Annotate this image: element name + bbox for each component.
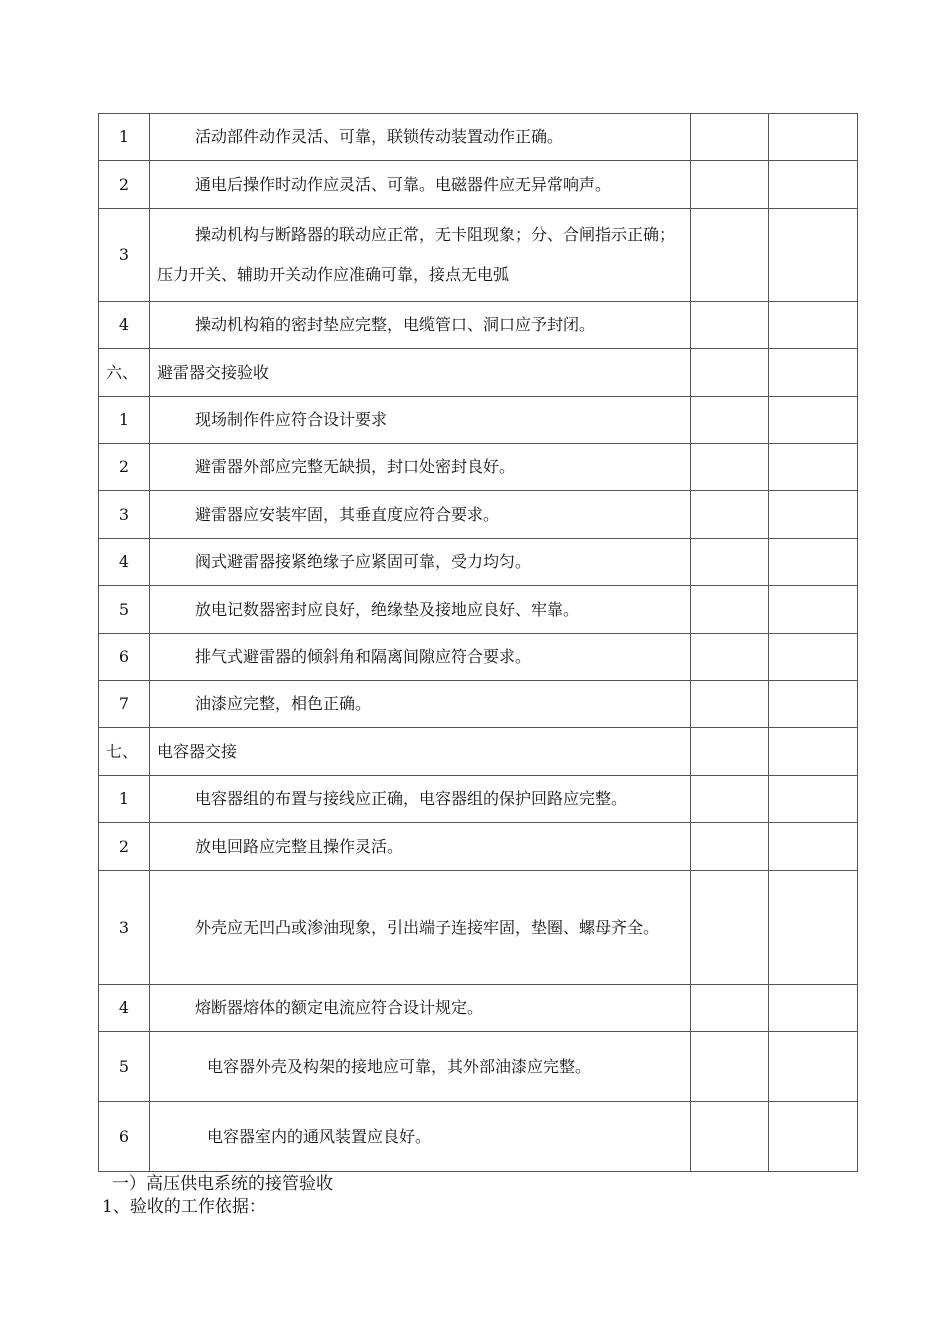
row-text: 排气式避雷器的倾斜角和隔离间隙应符合要求。 — [150, 634, 691, 681]
row-number: 4 — [99, 985, 150, 1032]
row-number: 2 — [99, 444, 150, 491]
table-row — [99, 444, 858, 491]
check-cell — [691, 209, 769, 302]
row-text: 操动机构与断路器的联动应正常，无卡阻现象；分、合闸指示正确；压力开关、辅助开关动作应准确可靠，接点无电弧 — [150, 209, 691, 302]
section-title: 避雷器交接验收 — [150, 349, 691, 397]
remark-cell — [769, 114, 858, 161]
table-row — [99, 491, 858, 539]
remark-cell — [769, 985, 858, 1032]
table-row — [99, 776, 858, 823]
check-cell — [691, 776, 769, 823]
table-row — [99, 1102, 858, 1172]
table-row — [99, 1032, 858, 1102]
remark-cell — [769, 1032, 858, 1102]
check-cell — [691, 985, 769, 1032]
row-text: 现场制作件应符合设计要求 — [150, 397, 691, 444]
row-number: 2 — [99, 161, 150, 209]
check-cell — [691, 161, 769, 209]
remark-cell — [769, 728, 858, 776]
row-text: 放电记数器密封应良好，绝缘垫及接地应良好、牢靠。 — [150, 586, 691, 634]
table-row — [99, 302, 858, 349]
table-row — [99, 161, 858, 209]
check-cell — [691, 444, 769, 491]
section-title: 电容器交接 — [150, 728, 691, 776]
check-cell — [691, 539, 769, 586]
remark-cell — [769, 161, 858, 209]
table-row — [99, 539, 858, 586]
subsection-heading: 1、验收的工作依据： — [102, 1197, 266, 1217]
check-cell — [691, 634, 769, 681]
check-cell — [691, 302, 769, 349]
row-number: 3 — [99, 209, 150, 302]
row-text: 放电回路应完整且操作灵活。 — [150, 823, 691, 871]
remark-cell — [769, 634, 858, 681]
row-number: 4 — [99, 539, 150, 586]
check-cell — [691, 681, 769, 728]
table-row — [99, 114, 858, 161]
remark-cell — [769, 349, 858, 397]
row-text: 活动部件动作灵活、可靠，联锁传动装置动作正确。 — [150, 114, 691, 161]
row-number: 1 — [99, 397, 150, 444]
table-row — [99, 871, 858, 985]
check-cell — [691, 823, 769, 871]
remark-cell — [769, 681, 858, 728]
row-text: 操动机构箱的密封垫应完整，电缆管口、洞口应予封闭。 — [150, 302, 691, 349]
row-number: 3 — [99, 871, 150, 985]
section-heading: 一）高压供电系统的接管验收 — [112, 1174, 333, 1194]
section-row — [99, 728, 858, 776]
row-number: 6 — [99, 1102, 150, 1172]
row-number: 2 — [99, 823, 150, 871]
row-number: 5 — [99, 1032, 150, 1102]
table-row — [99, 586, 858, 634]
row-text: 电容器组的布置与接线应正确，电容器组的保护回路应完整。 — [150, 776, 691, 823]
check-cell — [691, 491, 769, 539]
row-number: 6 — [99, 634, 150, 681]
remark-cell — [769, 491, 858, 539]
check-cell — [691, 871, 769, 985]
table-row — [99, 823, 858, 871]
acceptance-checklist-table — [98, 113, 858, 1172]
remark-cell — [769, 871, 858, 985]
remark-cell — [769, 776, 858, 823]
table-row — [99, 209, 858, 302]
row-number: 1 — [99, 114, 150, 161]
remark-cell — [769, 444, 858, 491]
check-cell — [691, 1102, 769, 1172]
remark-cell — [769, 539, 858, 586]
row-number: 3 — [99, 491, 150, 539]
section-number: 七、 — [99, 728, 150, 776]
table-row — [99, 634, 858, 681]
remark-cell — [769, 302, 858, 349]
check-cell — [691, 586, 769, 634]
section-number: 六、 — [99, 349, 150, 397]
row-number: 5 — [99, 586, 150, 634]
table-row — [99, 985, 858, 1032]
remark-cell — [769, 586, 858, 634]
row-text: 油漆应完整，相色正确。 — [150, 681, 691, 728]
check-cell — [691, 397, 769, 444]
remark-cell — [769, 823, 858, 871]
row-text: 通电后操作时动作应灵活、可靠。电磁器件应无异常响声。 — [150, 161, 691, 209]
table-row — [99, 397, 858, 444]
check-cell — [691, 1032, 769, 1102]
row-number: 1 — [99, 776, 150, 823]
row-text: 电容器外壳及构架的接地应可靠，其外部油漆应完整。 — [150, 1032, 691, 1102]
row-text: 外壳应无凹凸或渗油现象，引出端子连接牢固，垫圈、螺母齐全。 — [150, 871, 691, 985]
check-cell — [691, 114, 769, 161]
row-number: 7 — [99, 681, 150, 728]
remark-cell — [769, 209, 858, 302]
check-cell — [691, 728, 769, 776]
remark-cell — [769, 397, 858, 444]
row-number: 4 — [99, 302, 150, 349]
check-cell — [691, 349, 769, 397]
row-text: 电容器室内的通风装置应良好。 — [150, 1102, 691, 1172]
row-text: 熔断器熔体的额定电流应符合设计规定。 — [150, 985, 691, 1032]
row-text: 避雷器应安装牢固，其垂直度应符合要求。 — [150, 491, 691, 539]
section-row — [99, 349, 858, 397]
row-text: 避雷器外部应完整无缺损，封口处密封良好。 — [150, 444, 691, 491]
table-row — [99, 681, 858, 728]
remark-cell — [769, 1102, 858, 1172]
row-text: 阀式避雷器接紧绝缘子应紧固可靠，受力均匀。 — [150, 539, 691, 586]
